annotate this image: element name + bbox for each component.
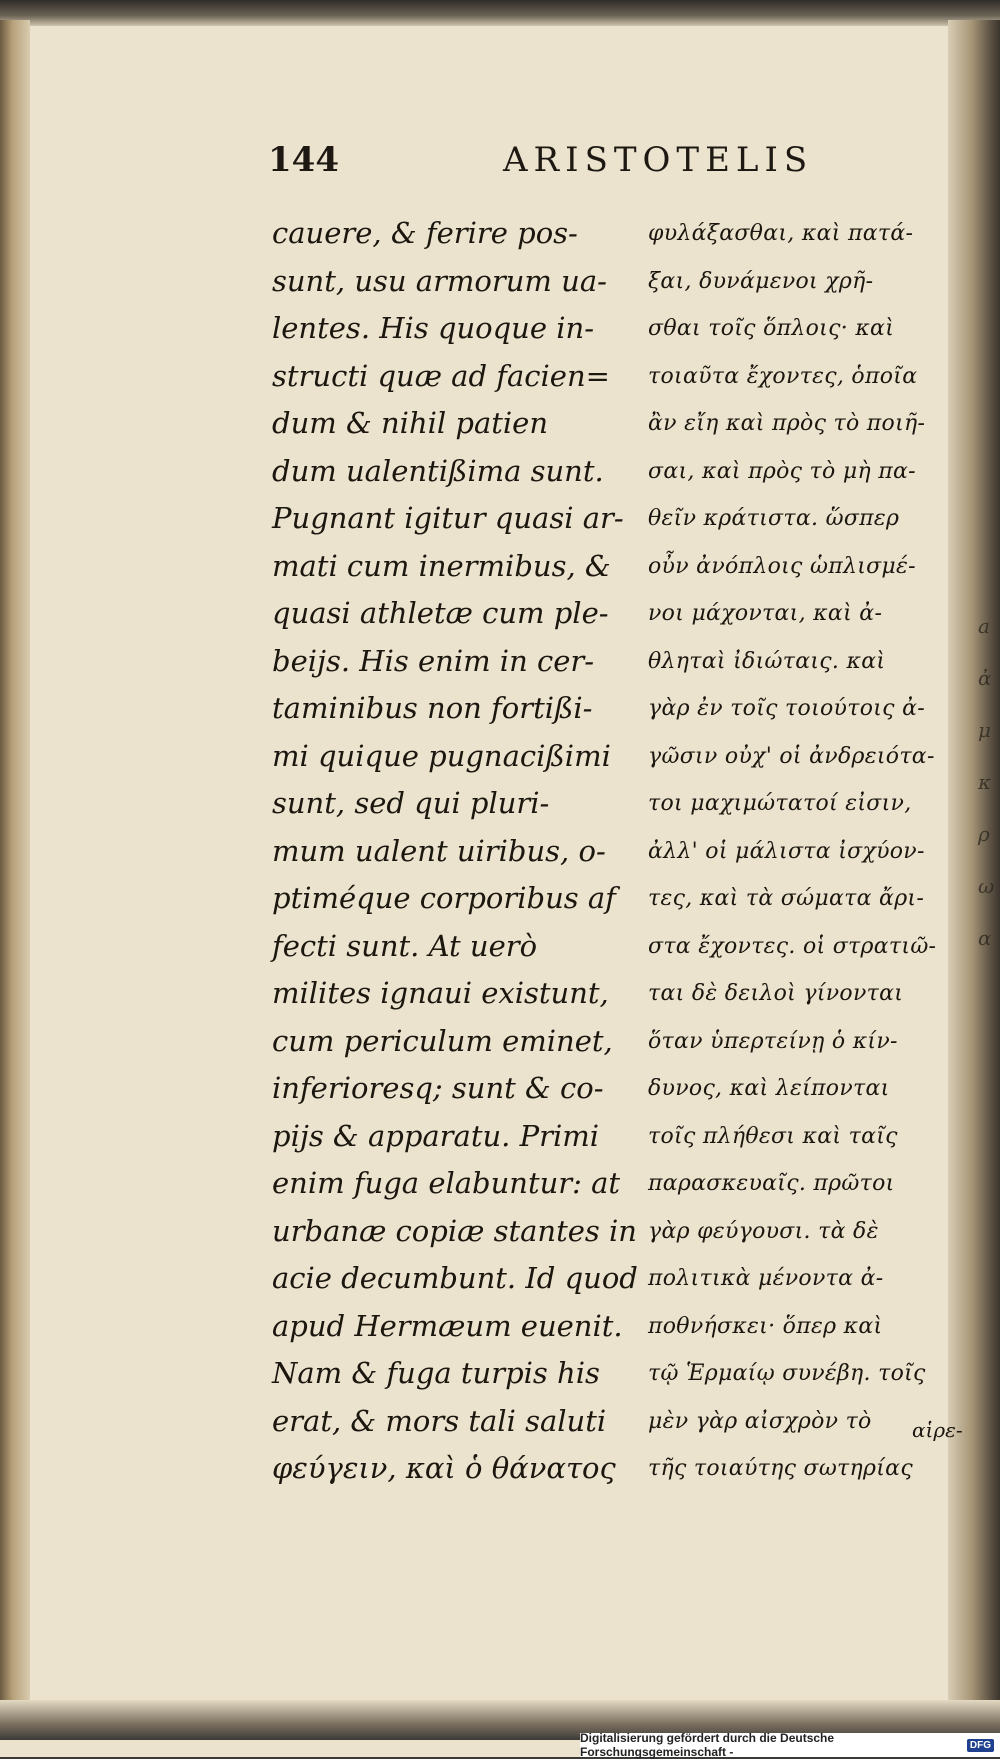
footer-credit: Digitalisierung gefördert durch die Deutsche Forschungsgemeinschaft -	[580, 1731, 835, 1759]
greek-text-line: πολιτικὰ μένοντα ἀ-	[648, 1266, 884, 1291]
latin-text-line: erat, & mors tali saluti	[272, 1403, 607, 1438]
latin-text-line: sunt, usu armorum ua-	[272, 263, 607, 298]
greek-text-line: ἀλλ' οἱ μάλιστα ἰσχύον-	[648, 838, 925, 864]
digitization-footer	[580, 1733, 1000, 1757]
greek-text-line: γὰρ ἐν τοῖς τοιούτοις ἀ-	[648, 696, 925, 721]
greek-text-line: ὅταν ὑπερτείνῃ ὁ κίν-	[648, 1028, 898, 1054]
greek-text-line: ξαι, δυνάμενοι χρῆ-	[648, 268, 874, 294]
greek-text-line: δυνος, καὶ λείπονται	[648, 1076, 890, 1101]
latin-column	[272, 210, 640, 1493]
latin-text-line: mum ualent uiribus, o-	[272, 833, 606, 868]
running-head	[268, 140, 858, 188]
greek-text-line: μὲν γὰρ αἰσχρὸν τὸ	[648, 1408, 872, 1434]
greek-text-line: φυλάξασθαι, καὶ πατά-	[648, 221, 914, 246]
latin-text-line: pijs & apparatu. Primi	[272, 1118, 600, 1153]
latin-text-line: milites ignaui existunt,	[272, 976, 609, 1010]
greek-text-line: θεῖν κράτιστα. ὥσπερ	[648, 506, 900, 531]
greek-text-line: τες, καὶ τὰ σώματα ἄρι-	[648, 886, 925, 911]
latin-text-line: apud Hermæum euenit.	[272, 1308, 623, 1343]
greek-text-line: τῷ Ἑρμαίῳ συνέβη. τοῖς	[648, 1361, 926, 1386]
latin-text-line: Nam & fuga turpis his	[272, 1356, 600, 1390]
dfg-logo: DFG	[967, 1739, 994, 1752]
greek-text-line: παρασκευαῖς. πρῶτοι	[648, 1171, 895, 1196]
latin-text-line: dum & nihil patien	[272, 406, 549, 440]
latin-text-line: structi quæ ad facien=	[272, 358, 610, 393]
latin-text-line: mati cum inermibus, &	[272, 548, 611, 583]
fore-edge-fragment: κ	[978, 770, 992, 794]
latin-text-line: enim fuga elabuntur: at	[272, 1166, 621, 1200]
latin-text-line: taminibus non fortißi-	[272, 691, 593, 725]
greek-text-line: γῶσιν οὐχ' οἱ ἀνδρειότα-	[648, 743, 935, 769]
latin-text-line: fecti sunt. At uerò	[272, 928, 538, 963]
latin-text-line: sunt, sed qui pluri-	[272, 786, 550, 820]
greek-text-line: οὖν ἀνόπλοις ὡπλισμέ-	[648, 553, 916, 579]
latin-text-line: mi quique pugnacißimi	[272, 738, 611, 773]
running-title: ARISTOTELIS	[503, 140, 814, 180]
fore-edge-fragment: μ	[978, 718, 991, 742]
greek-text-line: τοῖς πλήθεσι καὶ ταῖς	[648, 1123, 898, 1149]
greek-text-line: ται δὲ δειλοὶ γίνονται	[648, 981, 904, 1006]
latin-text-line: quasi athletæ cum ple-	[272, 596, 609, 630]
page-number: 144	[268, 140, 339, 180]
greek-text-line: στα ἔχοντες. οἱ στρατιῶ-	[648, 933, 937, 959]
latin-text-line: cauere, & ferire pos-	[272, 216, 578, 250]
greek-text-line: ποθνήσκει· ὅπερ καὶ	[648, 1313, 883, 1339]
greek-text-line: γὰρ φεύγουσι. τὰ δὲ	[648, 1218, 879, 1244]
greek-text-line: τῆς τοιαύτης σωτηρίας	[648, 1456, 913, 1481]
fore-edge-fragment: ω	[978, 874, 995, 898]
greek-text-line: ἂν εἴη καὶ πρὸς τὸ ποιῆ-	[648, 411, 926, 436]
latin-text-line: ptiméque corporibus af	[272, 881, 616, 915]
greek-text-line: νοι μάχονται, καὶ ἀ-	[648, 601, 883, 626]
greek-text-line: τοι μαχιμώτατοί εἰσιν,	[648, 791, 912, 816]
latin-text-line: dum ualentißima sunt.	[272, 453, 604, 488]
fore-edge-fragment: ρ	[978, 822, 990, 846]
binding-shadow-left	[0, 20, 30, 1740]
fore-edge-fragment: a	[978, 614, 990, 638]
latin-text-line: lentes. His quoque in-	[272, 311, 594, 345]
latin-text-line: Pugnant igitur quasi ar-	[272, 501, 624, 535]
latin-text-line: φεύγειν, καὶ ὁ θάνατος	[272, 1451, 616, 1485]
greek-text-line: τοιαῦτα ἔχοντες, ὁποῖα	[648, 363, 918, 389]
greek-text-line: σθαι τοῖς ὅπλοις· καὶ	[648, 316, 895, 341]
greek-column	[648, 210, 970, 1493]
fore-edge-fragment: α	[978, 926, 992, 950]
latin-text-line: beijs. His enim in cer-	[272, 643, 595, 678]
greek-catchword: αἱρε-	[912, 1418, 963, 1442]
latin-text-line: acie decumbunt. Id quod	[272, 1261, 638, 1295]
page-top-edge	[0, 0, 1000, 26]
latin-text-line: urbanæ copiæ stantes in	[272, 1213, 637, 1248]
fore-edge-fragment: ἀ	[978, 666, 992, 690]
latin-text-line: inferioresq; sunt & co-	[272, 1071, 604, 1105]
latin-text-line: cum periculum eminet,	[272, 1023, 613, 1058]
fore-edge-text-fragments	[978, 600, 1000, 1020]
greek-text-line: θληταὶ ἰδιώταις. καὶ	[648, 648, 886, 674]
greek-text-line: σαι, καὶ πρὸς τὸ μὴ πα-	[648, 458, 916, 484]
